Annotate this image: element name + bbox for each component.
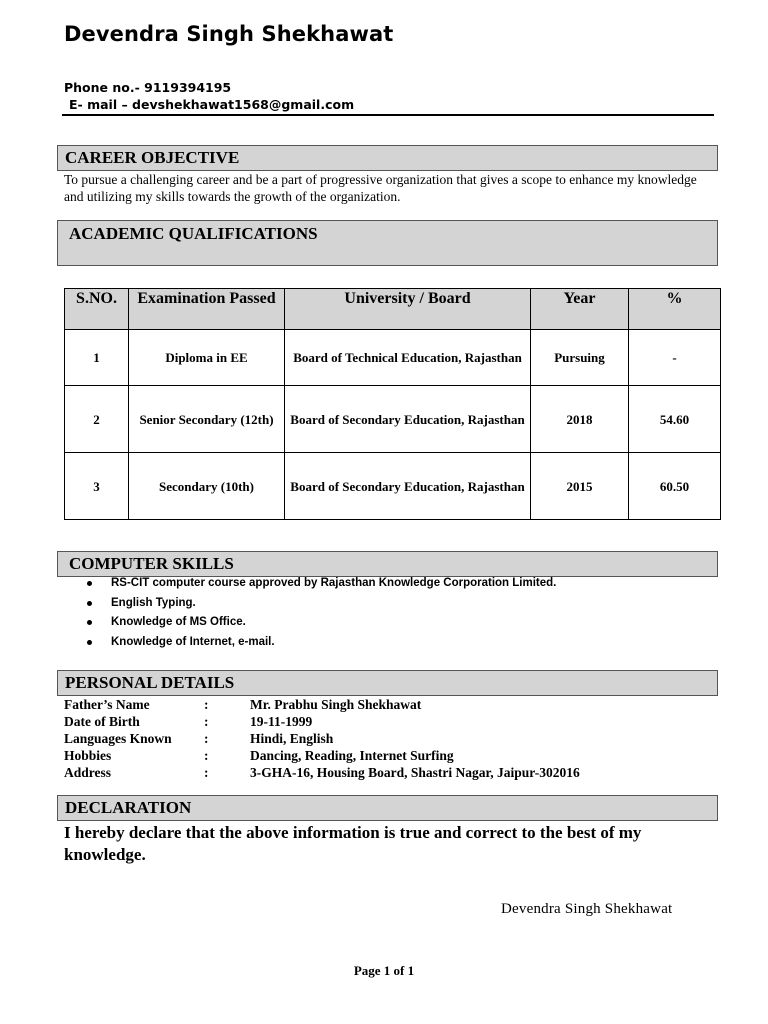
list-item — [84, 597, 556, 617]
detail-value: Mr. Prabhu Singh Shekhawat — [250, 697, 422, 712]
list-item — [84, 636, 556, 656]
cell-year: Pursuing — [531, 330, 629, 386]
cell-sno: 3 — [65, 453, 129, 520]
academic-qualifications-heading — [57, 220, 718, 266]
declaration-title: DECLARATION — [65, 798, 192, 817]
list-item — [84, 616, 556, 636]
computer-skills-list — [84, 577, 556, 655]
detail-separator: : — [204, 731, 209, 746]
skill-text: English Typing. — [111, 596, 196, 609]
column-header-percent: % — [629, 289, 721, 330]
computer-skills-heading — [57, 551, 718, 577]
career-objective-heading — [57, 145, 718, 171]
personal-details-heading — [57, 670, 718, 696]
career-objective-text: To pursue a challenging career and be a part of progressive organization that gives a scope to enhance my knowledge and utilizing my skills towards the growth of the organization. — [64, 172, 697, 204]
cell-board: Board of Technical Education, Rajasthan — [285, 330, 531, 386]
skill-text: Knowledge of Internet, e-mail. — [111, 635, 275, 648]
cell-sno: 1 — [65, 330, 129, 386]
bullet-icon — [87, 620, 92, 625]
detail-value: Dancing, Reading, Internet Surfing — [250, 748, 454, 763]
qualifications-table — [64, 288, 721, 520]
cell-examination: Diploma in EE — [129, 330, 285, 386]
column-header-sno: S.NO. — [65, 289, 129, 330]
table-header-row — [65, 289, 721, 330]
declaration-heading — [57, 795, 718, 821]
academic-qualifications-title: ACADEMIC QUALIFICATIONS — [69, 224, 318, 243]
skill-text: RS-CIT computer course approved by Rajasthan Knowledge Corporation Limited. — [111, 577, 557, 589]
computer-skills-title: COMPUTER SKILLS — [69, 554, 234, 573]
cell-percent: 54.60 — [629, 386, 721, 453]
cell-percent: 60.50 — [629, 453, 721, 520]
column-header-examination: Examination Passed — [129, 289, 285, 330]
declaration-text: I hereby declare that the above information is true and correct to the best of my knowledge. — [64, 823, 642, 864]
personal-details-title: PERSONAL DETAILS — [65, 673, 235, 692]
career-objective-title: CAREER OBJECTIVE — [65, 148, 240, 167]
page-number: Page 1 of 1 — [353, 963, 415, 978]
column-header-year: Year — [531, 289, 629, 330]
bullet-icon — [87, 601, 92, 606]
detail-value: Hindi, English — [250, 731, 334, 746]
detail-separator: : — [204, 748, 209, 763]
cell-examination: Senior Secondary (12th) — [129, 386, 285, 453]
detail-separator: : — [204, 714, 209, 729]
list-item — [84, 577, 556, 597]
resume-name: Devendra Singh Shekhawat — [64, 22, 394, 46]
signature: Devendra Singh Shekhawat — [501, 901, 673, 917]
detail-separator: : — [204, 697, 209, 712]
cell-year: 2018 — [531, 386, 629, 453]
phone-number: Phone no.- 9119394195 — [64, 80, 232, 95]
email-address: E- mail – devshekhawat1568@gmail.com — [69, 97, 355, 112]
table-row — [65, 386, 721, 453]
skill-text: Knowledge of MS Office. — [111, 616, 246, 628]
cell-board: Board of Secondary Education, Rajasthan — [285, 453, 531, 520]
detail-label: Father’s Name — [64, 697, 150, 712]
column-header-board: University / Board — [285, 289, 531, 330]
detail-label: Date of Birth — [64, 714, 140, 729]
detail-separator: : — [204, 765, 209, 780]
detail-label: Languages Known — [64, 731, 172, 746]
cell-examination: Secondary (10th) — [129, 453, 285, 520]
table-row — [65, 330, 721, 386]
detail-value: 3-GHA-16, Housing Board, Shastri Nagar, Jaipur-302016 — [250, 765, 580, 780]
table-row — [65, 453, 721, 520]
cell-sno: 2 — [65, 386, 129, 453]
detail-value: 19-11-1999 — [250, 714, 313, 729]
cell-percent: - — [629, 330, 721, 386]
header-divider — [62, 114, 714, 116]
detail-label: Hobbies — [64, 748, 112, 763]
bullet-icon — [87, 640, 92, 645]
detail-label: Address — [64, 765, 112, 780]
cell-year: 2015 — [531, 453, 629, 520]
cell-board: Board of Secondary Education, Rajasthan — [285, 386, 531, 453]
bullet-icon — [87, 581, 92, 586]
